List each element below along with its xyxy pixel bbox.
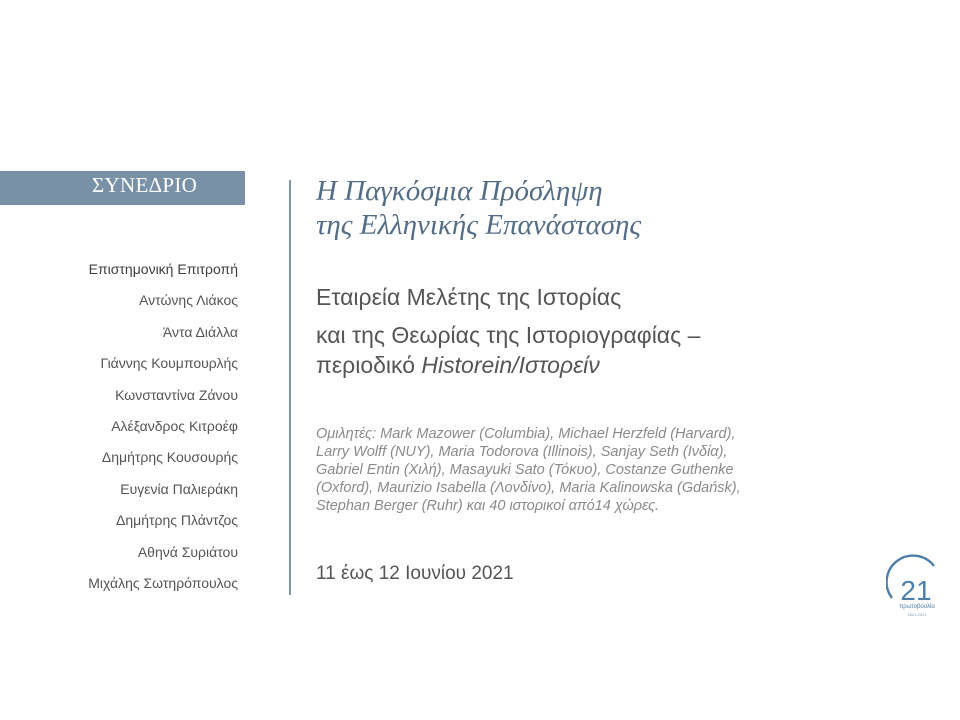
committee-member: Αντώνης Λιάκος	[139, 292, 238, 309]
conference-title-line-1: Η Παγκόσμια Πρόσληψη	[316, 175, 603, 207]
speakers-list	[316, 425, 916, 515]
event-dates: 11 έως 12 Ιουνίου 2021	[316, 563, 514, 584]
speakers-line: Stephan Berger (Ruhr) και 40 ιστορικοί από14 χώρες.	[316, 498, 660, 514]
conference-title-line-2: της Ελληνικής Επανάστασης	[316, 209, 642, 241]
committee-member: Άντα Διάλλα	[162, 323, 238, 340]
committee-member: Αθηνά Συριάτου	[137, 543, 238, 560]
committee-member: Ευγενία Παλιεράκη	[120, 480, 238, 497]
organizer-line-3	[316, 350, 700, 380]
committee-member: Δημήτρης Κουσουρής	[101, 449, 238, 466]
vertical-divider	[289, 180, 291, 595]
scientific-committee	[88, 260, 238, 592]
speakers-line: Gabriel Entin (Χιλή), Masayuki Sato (Τόκυο), Costanze Guthenke	[316, 462, 734, 478]
organizer-block	[316, 282, 700, 380]
organizer-line-2: και της Θεωρίας της Ιστοριογραφίας –	[316, 322, 701, 348]
committee-member: Γιάννης Κουμπουρλής	[100, 355, 238, 372]
conference-label: ΣΥΝΕΔΡΙΟ	[92, 173, 198, 197]
committee-member: Δημήτρης Πλάντζος	[115, 512, 238, 529]
committee-member: Αλέξανδρος Κιτροέφ	[111, 417, 238, 434]
logo-word: πρωτοβουλία	[899, 604, 935, 610]
organizer-line-1: Εταιρεία Μελέτης της Ιστορίας	[316, 284, 622, 310]
speakers-line: Ομιλητές: Mark Mazower (Columbia), Michael Herzfeld (Harvard),	[316, 426, 736, 442]
committee-heading: Επιστημονική Επιτροπή	[88, 261, 238, 277]
logo-number: 21	[900, 575, 932, 606]
journal-prefix: περιοδικό	[316, 352, 422, 378]
speakers-line: (Oxford), Maurizio Isabella (Λονδίνο), Maria Kalinowska (Gdańsk),	[316, 480, 741, 496]
committee-member: Κωνσταντίνα Ζάνου	[115, 386, 238, 403]
committee-member: Μιχάλης Σωτηρόπουλος	[88, 574, 238, 591]
logo-years: 1821-2021	[907, 612, 927, 617]
speakers-line: Larry Wolff (NUY), Maria Todorova (Illinois), Sanjay Seth (Ινδία),	[316, 444, 728, 460]
journal-name: Historein/Ιστορείν	[421, 352, 600, 378]
conference-title	[316, 174, 641, 242]
